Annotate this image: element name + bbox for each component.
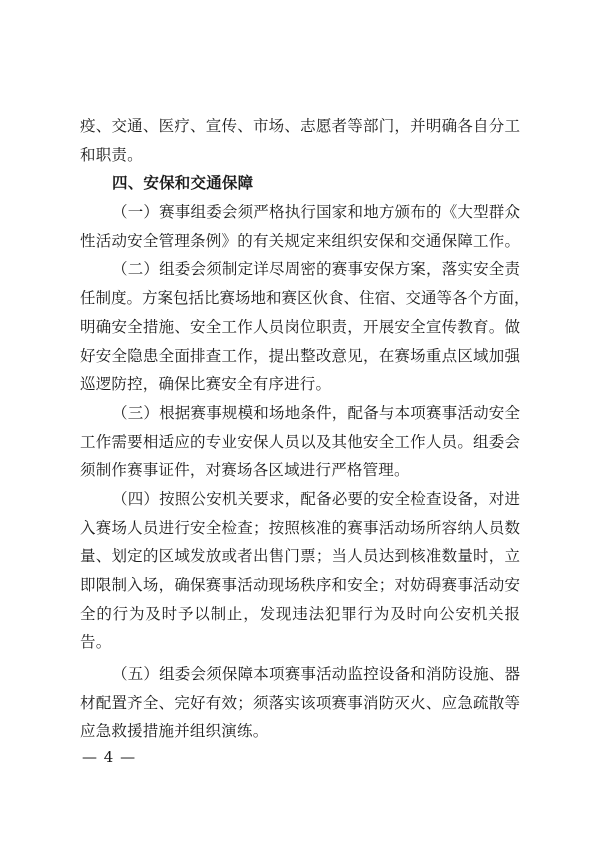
text-line: （三）根据赛事规模和场地条件，配备与本项赛事活动安全 [112,403,520,422]
text-line: 全的行为及时予以制止，发现违法犯罪行为及时向公安机关报 [80,604,520,623]
text-line: 入赛场人员进行安全检查；按照核准的赛事活动场所容纳人员数 [80,518,520,537]
section-heading-text: 四、安保和交通保障 [112,174,254,193]
page-number: — 4 — [82,748,137,766]
text-line: 告。 [80,633,112,652]
paragraph-item-5 [80,660,520,746]
text-line: 和职责。 [80,145,143,164]
text-line: （一）赛事组委会须严格执行国家和地方颁布的《大型群众 [112,203,520,222]
text-line: 好安全隐患全面排查工作，提出整改意见，在赛场重点区域加强 [80,346,520,365]
paragraph-item-2 [80,255,530,398]
text-line: 性活动安全管理条例》的有关规定来组织安保和交通保障工作。 [80,231,520,250]
text-line: （五）组委会须保障本项赛事活动监控设备和消防设施、器 [112,665,520,684]
document-body [80,112,530,746]
text-line: 巡逻防控，确保比赛安全有序进行。 [80,375,332,394]
paragraph-item-4 [80,485,520,657]
text-line: 任制度。方案包括比赛场地和赛区伙食、住宿、交通等各个方面， [80,289,530,308]
paragraph-item-3 [80,399,520,485]
text-line: 疫、交通、医疗、宣传、市场、志愿者等部门，并明确各自分工 [80,117,520,135]
text-line: （四）按照公安机关要求，配备必要的安全检查设备，对进 [112,489,520,508]
text-line: 量、划定的区域发放或者出售门票；当人员达到核准数量时，立 [80,547,520,566]
text-line: 材配置齐全、完好有效；须落实该项赛事消防灭火、应急疏散等 [80,693,520,712]
text-line: 即限制入场，确保赛事活动现场秩序和安全；对妨碍赛事活动安 [80,576,520,594]
text-line: 应急救援措施并组织演练。 [80,722,269,741]
text-line: （二）组委会须制定详尽周密的赛事安保方案，落实安全责 [112,260,520,279]
paragraph-item-1 [80,198,520,255]
section-heading [80,169,520,198]
text-line: 工作需要相适应的专业安保人员以及其他安全工作人员。组委会 [80,432,520,451]
text-line: 明确安全措施、安全工作人员岗位职责，开展安全宣传教育。做 [80,317,520,336]
paragraph-continuation [80,112,520,169]
text-line: 须制作赛事证件，对赛场各区域进行严格管理。 [80,461,410,480]
